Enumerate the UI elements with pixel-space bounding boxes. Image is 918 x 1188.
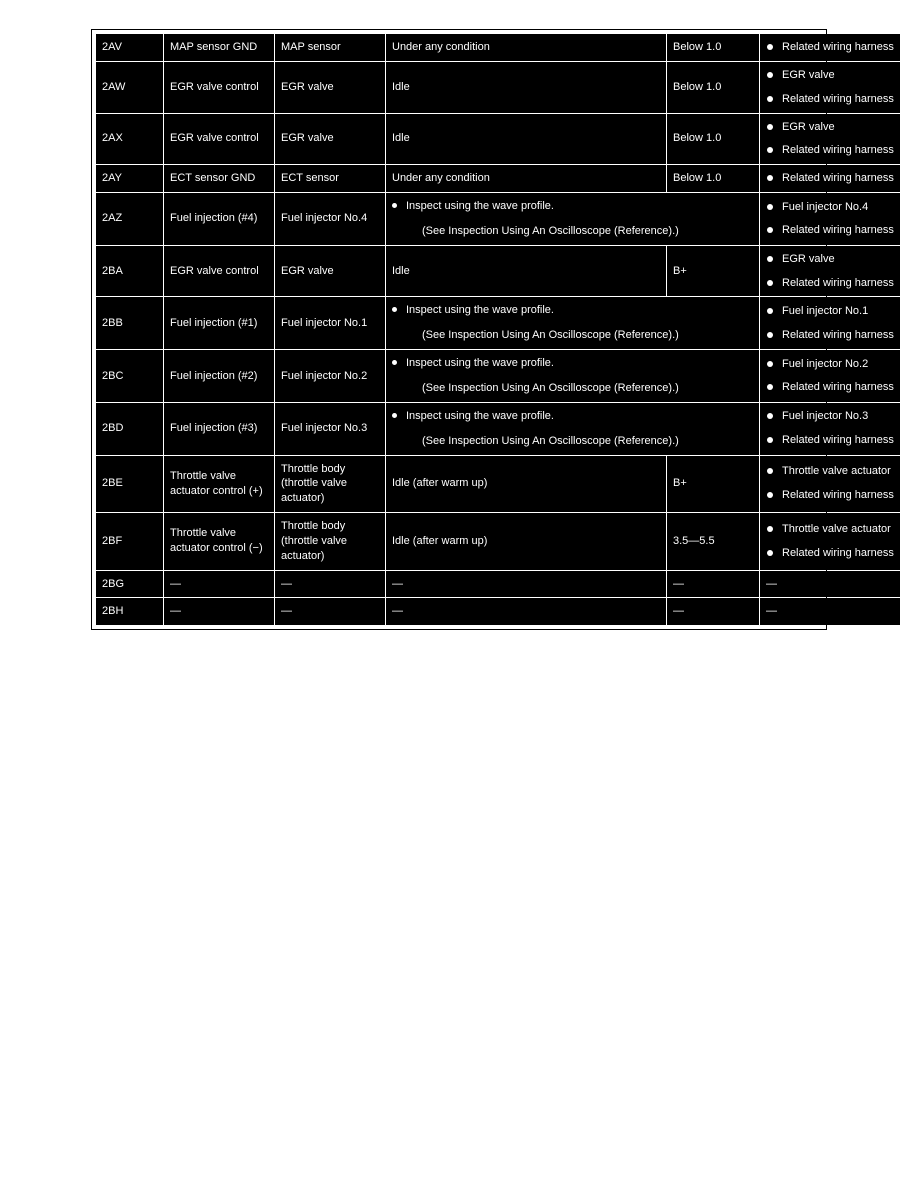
wave-instruction-text: Inspect using the wave profile. <box>406 357 554 370</box>
list-item <box>766 200 894 215</box>
list-item <box>766 223 894 238</box>
cell-inspection-condition: Under any condition <box>386 165 667 193</box>
cell-inspection-items <box>760 245 901 297</box>
inspection-item-label: Related wiring harness <box>782 144 894 157</box>
cell-voltage: Below 1.0 <box>667 34 760 62</box>
bullet-icon <box>392 360 397 365</box>
bullet-icon <box>767 227 773 233</box>
cell-inspection-items <box>760 193 901 246</box>
inspection-item-label: Related wiring harness <box>782 276 894 289</box>
table-row <box>96 193 901 246</box>
cell-voltage: Below 1.0 <box>667 165 760 193</box>
inspection-item-label: Related wiring harness <box>782 92 894 105</box>
cell-signal-name: Fuel injection (#1) <box>164 297 275 350</box>
cell-terminal-pin: 2BG <box>96 570 164 598</box>
cell-inspection-items <box>760 350 901 403</box>
cell-inspection-condition-waveform <box>386 402 760 455</box>
cell-connected-device: EGR valve <box>275 113 386 165</box>
list-item <box>766 40 894 55</box>
wave-instruction-text: Inspect using the wave profile. <box>406 304 554 317</box>
cell-connected-device: Fuel injector No.4 <box>275 193 386 246</box>
bullet-icon <box>767 468 773 474</box>
bullet-icon <box>767 96 773 102</box>
cell-connected-device: MAP sensor <box>275 34 386 62</box>
cell-terminal-pin: 2BA <box>96 245 164 297</box>
cell-terminal-pin: 2AV <box>96 34 164 62</box>
bullet-icon <box>392 413 397 418</box>
cell-inspection-condition-waveform <box>386 350 760 403</box>
bullet-icon <box>767 526 773 532</box>
cell-connected-device: EGR valve <box>275 61 386 113</box>
inspection-list <box>766 171 894 186</box>
cell-connected-device: Throttle body (throttle valve actuator) <box>275 455 386 513</box>
cell-voltage: B+ <box>667 455 760 513</box>
cell-signal-name: EGR valve control <box>164 61 275 113</box>
inspection-list <box>766 304 894 343</box>
cell-inspection-items <box>760 61 901 113</box>
cell-terminal-pin: 2BE <box>96 455 164 513</box>
table-row <box>96 113 901 165</box>
inspection-item-label: Related wiring harness <box>782 489 894 502</box>
bullet-icon <box>767 124 773 130</box>
wave-instruction-text: Inspect using the wave profile. <box>406 409 554 422</box>
inspection-item-label: EGR valve <box>782 120 835 133</box>
inspection-item-label: EGR valve <box>782 252 835 265</box>
list-item <box>766 488 894 503</box>
inspection-item-label: Related wiring harness <box>782 328 894 341</box>
cell-inspection-items <box>760 402 901 455</box>
cell-signal-name: EGR valve control <box>164 113 275 165</box>
bullet-icon <box>767 175 773 181</box>
bullet-icon <box>767 72 773 78</box>
ecm-terminal-table <box>95 33 901 626</box>
bullet-icon <box>767 44 773 50</box>
list-item <box>766 433 894 448</box>
cell-signal-name: ECT sensor GND <box>164 165 275 193</box>
cell-inspection-condition: Idle <box>386 61 667 113</box>
cell-inspection-condition-waveform <box>386 193 760 246</box>
cell-terminal-pin: 2AW <box>96 61 164 113</box>
inspection-list <box>766 409 894 448</box>
cell-terminal-pin: 2AZ <box>96 193 164 246</box>
cell-voltage: Below 1.0 <box>667 61 760 113</box>
cell-signal-name: Throttle valve actuator control (−) <box>164 513 275 571</box>
cell-inspection-items: — <box>760 570 901 598</box>
inspection-item-label: Fuel injector No.4 <box>782 200 869 213</box>
cell-connected-device: Fuel injector No.2 <box>275 350 386 403</box>
list-item <box>766 252 894 267</box>
bullet-icon <box>767 384 773 390</box>
bullet-icon <box>767 147 773 153</box>
cell-inspection-items <box>760 297 901 350</box>
cell-inspection-condition-waveform <box>386 297 760 350</box>
inspection-item-label: Related wiring harness <box>782 546 894 559</box>
inspection-item-label: Related wiring harness <box>782 434 894 447</box>
cell-connected-device: EGR valve <box>275 245 386 297</box>
cell-inspection-condition: Idle (after warm up) <box>386 455 667 513</box>
cell-inspection-condition: Under any condition <box>386 34 667 62</box>
inspection-item-label: Related wiring harness <box>782 381 894 394</box>
wave-reference-text: (See Inspection Using An Oscilloscope (Reference).) <box>422 381 679 394</box>
cell-terminal-pin: 2AY <box>96 165 164 193</box>
table-row <box>96 598 901 626</box>
cell-terminal-pin: 2BD <box>96 402 164 455</box>
cell-terminal-pin: 2BC <box>96 350 164 403</box>
list-item <box>766 304 894 319</box>
list-item <box>766 380 894 395</box>
cell-voltage: B+ <box>667 245 760 297</box>
cell-signal-name: — <box>164 598 275 626</box>
list-item <box>766 171 894 186</box>
list-item <box>766 68 894 83</box>
bullet-icon <box>767 256 773 262</box>
wave-reference-text: (See Inspection Using An Oscilloscope (Reference).) <box>422 434 679 447</box>
cell-terminal-pin: 2AX <box>96 113 164 165</box>
inspection-item-label: Fuel injector No.3 <box>782 410 869 423</box>
bullet-icon <box>392 307 397 312</box>
bullet-icon <box>767 204 773 210</box>
cell-inspection-items <box>760 34 901 62</box>
cell-terminal-pin: 2BF <box>96 513 164 571</box>
bullet-icon <box>767 550 773 556</box>
cell-voltage: — <box>667 570 760 598</box>
cell-inspection-condition: — <box>386 598 667 626</box>
list-item <box>766 328 894 343</box>
wave-reference-text: (See Inspection Using An Oscilloscope (Reference).) <box>422 329 679 342</box>
cell-connected-device: — <box>275 598 386 626</box>
table-row <box>96 570 901 598</box>
bullet-icon <box>767 280 773 286</box>
table-row <box>96 513 901 571</box>
cell-signal-name: Fuel injection (#2) <box>164 350 275 403</box>
list-item <box>766 409 894 424</box>
cell-inspection-condition: — <box>386 570 667 598</box>
cell-voltage: 3.5—5.5 <box>667 513 760 571</box>
cell-connected-device: Fuel injector No.3 <box>275 402 386 455</box>
list-item <box>766 357 894 372</box>
table-row <box>96 245 901 297</box>
cell-voltage: Below 1.0 <box>667 113 760 165</box>
inspection-list <box>766 40 894 55</box>
inspection-item-label: EGR valve <box>782 68 835 81</box>
cell-signal-name: Fuel injection (#4) <box>164 193 275 246</box>
bullet-icon <box>767 361 773 367</box>
list-item <box>766 276 894 291</box>
table-row <box>96 34 901 62</box>
cell-inspection-items <box>760 513 901 571</box>
cell-connected-device: Throttle body (throttle valve actuator) <box>275 513 386 571</box>
inspection-item-label: Fuel injector No.2 <box>782 357 869 370</box>
cell-connected-device: Fuel injector No.1 <box>275 297 386 350</box>
cell-signal-name: MAP sensor GND <box>164 34 275 62</box>
list-item <box>766 546 894 561</box>
table-row <box>96 350 901 403</box>
inspection-item-label: Related wiring harness <box>782 224 894 237</box>
cell-inspection-condition: Idle <box>386 113 667 165</box>
cell-signal-name: — <box>164 570 275 598</box>
list-item <box>766 464 894 479</box>
cell-inspection-items <box>760 455 901 513</box>
inspection-list <box>766 464 894 503</box>
list-item <box>766 522 894 537</box>
cell-inspection-items <box>760 165 901 193</box>
inspection-item-label: Related wiring harness <box>782 172 894 185</box>
bullet-icon <box>767 413 773 419</box>
cell-inspection-condition: Idle <box>386 245 667 297</box>
table-row <box>96 61 901 113</box>
ecm-terminal-table-container <box>92 30 894 629</box>
bullet-icon <box>392 203 397 208</box>
table-row <box>96 165 901 193</box>
list-item <box>766 143 894 158</box>
cell-inspection-items <box>760 113 901 165</box>
inspection-item-label: Fuel injector No.1 <box>782 304 869 317</box>
cell-signal-name: Fuel injection (#3) <box>164 402 275 455</box>
list-item <box>766 92 894 107</box>
cell-inspection-condition: Idle (after warm up) <box>386 513 667 571</box>
cell-connected-device: — <box>275 570 386 598</box>
table-row <box>96 402 901 455</box>
inspection-list <box>766 357 894 396</box>
table-row <box>96 297 901 350</box>
cell-signal-name: Throttle valve actuator control (+) <box>164 455 275 513</box>
wave-instruction-text: Inspect using the wave profile. <box>406 200 554 213</box>
inspection-item-label: Related wiring harness <box>782 41 894 53</box>
bullet-icon <box>767 332 773 338</box>
inspection-list <box>766 200 894 239</box>
inspection-item-label: Throttle valve actuator <box>782 522 891 535</box>
inspection-list <box>766 252 894 291</box>
inspection-list <box>766 522 894 561</box>
inspection-list <box>766 68 894 107</box>
wave-reference-text: (See Inspection Using An Oscilloscope (Reference).) <box>422 224 679 237</box>
inspection-item-label: Throttle valve actuator <box>782 465 891 478</box>
inspection-list <box>766 120 894 159</box>
table-row <box>96 455 901 513</box>
bullet-icon <box>767 308 773 314</box>
cell-connected-device: ECT sensor <box>275 165 386 193</box>
cell-inspection-items: — <box>760 598 901 626</box>
bullet-icon <box>767 437 773 443</box>
cell-terminal-pin: 2BB <box>96 297 164 350</box>
bullet-icon <box>767 492 773 498</box>
cell-terminal-pin: 2BH <box>96 598 164 626</box>
cell-signal-name: EGR valve control <box>164 245 275 297</box>
cell-voltage: — <box>667 598 760 626</box>
list-item <box>766 120 894 135</box>
